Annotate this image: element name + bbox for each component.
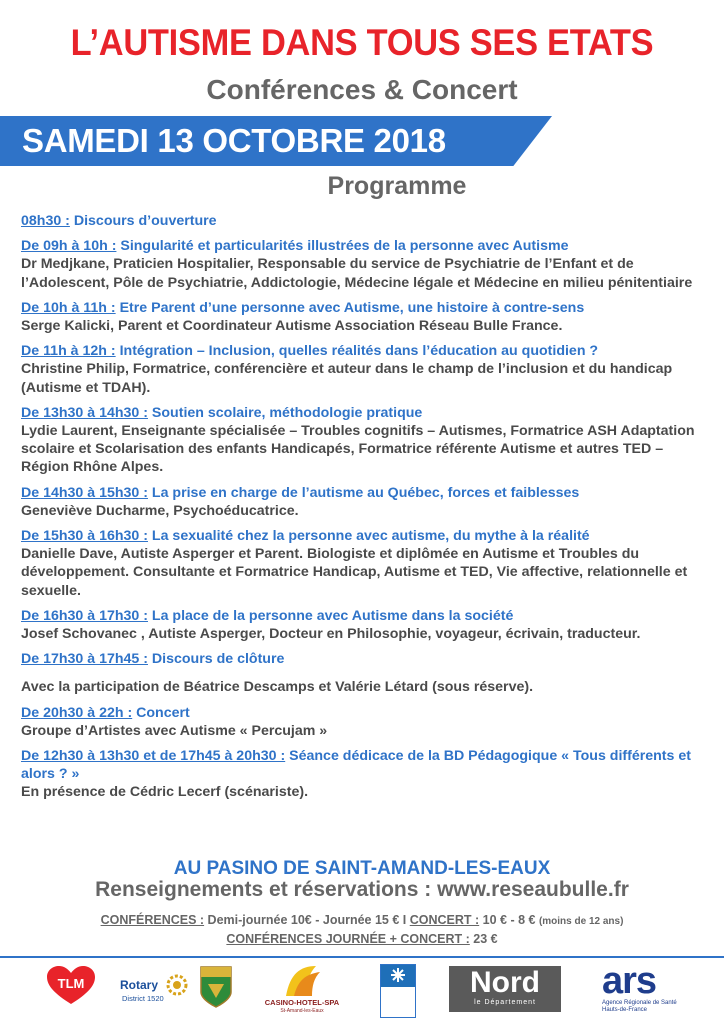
entry-speaker: En présence de Cédric Lecerf (scénariste). (21, 784, 309, 801)
entry-speaker: Christine Philip, Formatrice, conférencière et auteur dans le champ de l’inclusion et du handicap (Autisme et TDAH). (21, 361, 673, 396)
pasino-logo (262, 964, 342, 1018)
concert-label: CONCERT : (409, 913, 480, 927)
community-logo (380, 964, 416, 1018)
program-entry (21, 747, 707, 802)
tlm-logo (45, 966, 97, 1006)
combo-price-line (0, 932, 724, 946)
entry-time: De 15h30 à 16h30 : (21, 528, 148, 545)
entry-time: De 10h à 11h : (21, 299, 116, 316)
ars-logo (600, 960, 680, 1016)
program-entry (21, 484, 707, 520)
entry-speaker: Lydie Laurent, Enseignante spécialisée – Troubles cognitifs – Autismes, Formatrice ASH Adaptation scolaire et Scolarisation des enfants Handicapés, Formatrice référente Autisme et autres TED – Région Rhône Alpes. (21, 423, 695, 476)
program-entry (21, 404, 707, 477)
entry-time: De 14h30 à 15h30 : (21, 484, 148, 501)
entry-title: Discours d’ouverture (69, 213, 217, 229)
entry-title: Discours de clôture (147, 651, 285, 668)
entry-title: Séance dédicace de la BD Pédagogique « Tous différents et alors ? » (21, 748, 691, 783)
rotary-district: District 1520 (122, 994, 164, 1003)
pasino-city: St-Amand-les-Eaux (280, 1008, 324, 1014)
venue: AU PASINO DE SAINT-AMAND-LES-EAUX (173, 858, 551, 879)
entry-speaker: Josef Schovanec , Autiste Asperger, Docteur en Philosophie, voyageur, écrivain, traducteur. (21, 626, 641, 643)
program-entry (21, 237, 707, 292)
program-list (21, 212, 707, 809)
entry-speaker: Danielle Dave, Autiste Asperger et Parent. Biologiste et diplômée en Autisme et Troubles du développement. Consultante et Formatrice Handicap, Autisme et TED, Vie affective, relationnelle et sexuelle. (21, 546, 688, 599)
entry-time: De 20h30 à 22h : (21, 704, 133, 721)
entry-title: La place de la personne avec Autisme dans la société (147, 607, 514, 624)
entry-title: Concert (132, 704, 190, 721)
entry-title: Singularité et particularités illustrées de la personne avec Autisme (116, 238, 569, 255)
entry-title: La prise en charge de l’autisme au Québec, forces et faiblesses (147, 484, 580, 501)
program-heading: Programme (327, 172, 467, 200)
entry-speaker: Groupe d’Artistes avec Autisme « Percujam » (21, 722, 328, 739)
program-entry (21, 704, 707, 740)
event-date: SAMEDI 13 OCTOBRE 2018 (22, 122, 446, 159)
nord-name: Nord (470, 966, 540, 999)
entry-title: Etre Parent d’une personne avec Autisme, une histoire à contre-sens (115, 299, 585, 316)
price-line (0, 913, 724, 927)
sponsor-logos (0, 956, 724, 1024)
nord-subtitle: le Département (474, 999, 536, 1006)
program-entry (21, 342, 707, 397)
combo-label: CONFÉRENCES JOURNÉE + CONCERT : (226, 932, 470, 946)
page-subtitle: Conférences & Concert (206, 74, 518, 105)
program-entry (21, 212, 707, 230)
ars-region: Hauts-de-France (602, 1007, 648, 1013)
conferences-prices: Demi-journée 10€ - Journée 15 € I (204, 913, 410, 927)
entry-speaker: Geneviève Ducharme, Psychoéducatrice. (21, 502, 299, 519)
entry-title: Intégration – Inclusion, quelles réalités dans l’éducation au quotidien ? (115, 343, 599, 360)
rotary-logo (120, 970, 190, 1012)
city-coat-of-arms-logo (200, 966, 232, 1008)
entry-title: Soutien scolaire, méthodologie pratique (147, 404, 423, 421)
concert-note: (moins de 12 ans) (538, 916, 624, 927)
program-entry (21, 527, 707, 600)
program-entry (21, 607, 707, 643)
conferences-label: CONFÉRENCES : (100, 913, 205, 927)
concert-prices: 10 € - 8 € (479, 913, 539, 927)
pasino-emblem-icon (280, 964, 324, 998)
entry-speaker: Dr Medjkane, Praticien Hospitalier, Responsable du service de Psychiatrie de l’Enfant et de l’Adolescent, Pôle de Psychiatrie, Addictologie, Médecine légale et Médecine en milieu pénitentiaire (21, 256, 693, 291)
entry-time: De 13h30 à 14h30 : (21, 404, 148, 421)
program-entry (21, 299, 707, 335)
entry-title: La sexualité chez la personne avec autisme, du mythe à la réalité (147, 528, 590, 545)
entry-time: De 16h30 à 17h30 : (21, 607, 148, 624)
rotary-wheel-icon (166, 974, 188, 996)
entry-time: 08h30 : (21, 213, 70, 229)
rotary-name: Rotary (120, 978, 159, 992)
page-title: L’AUTISME DANS TOUS SES ETATS (70, 22, 654, 63)
entry-time: De 11h à 12h : (21, 343, 116, 360)
entry-time: De 12h30 à 13h30 et de 17h45 à 20h30 : (21, 748, 286, 765)
reservation-info: Renseignements et réservations : www.reseaubulle.fr (95, 878, 629, 901)
entry-speaker: Serge Kalicki, Parent et Coordinateur Autisme Association Réseau Bulle France. (21, 318, 563, 335)
ars-name: ars (602, 960, 657, 1002)
pasino-name: CASINO-HOTEL-SPA (264, 998, 340, 1007)
nord-department-logo (449, 966, 561, 1012)
program-entry (21, 650, 707, 668)
ars-agency: Agence Régionale de Santé (602, 1000, 677, 1006)
entry-time: De 17h30 à 17h45 : (21, 651, 148, 668)
svg-text:TLM: TLM (57, 976, 85, 991)
entry-time: De 09h à 10h : (21, 238, 117, 255)
combo-price: 23 € (469, 932, 498, 946)
participation-note: Avec la participation de Béatrice Descamps et Valérie Létard (sous réserve). (21, 679, 534, 696)
snowflake-icon (390, 967, 406, 983)
